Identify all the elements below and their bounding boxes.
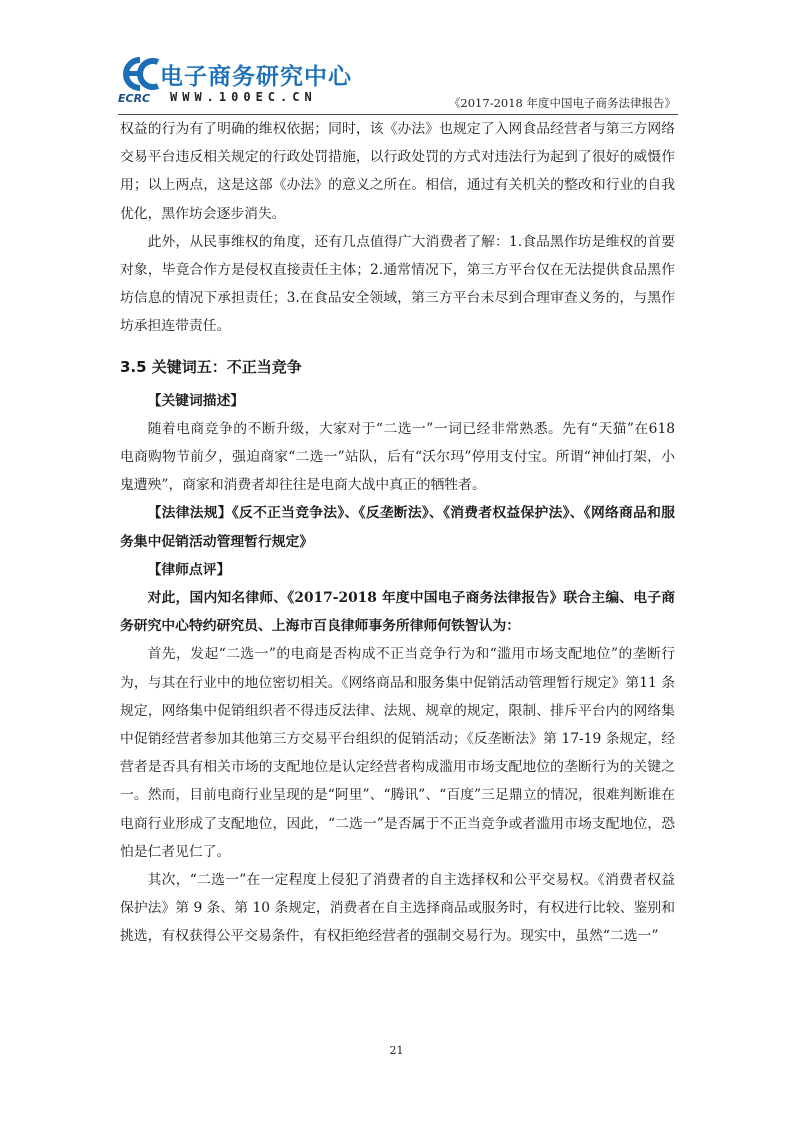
keyword-description-label: 【关键词描述】: [147, 392, 245, 409]
paragraph-continued: 权益的行为有了明确的维权依据；同时，该《办法》也规定了入网食品经营者与第三方网络交易平台违反相关规定的行政处罚措施，以行政处罚的方式对违法行为起到了很好的威慑作用；以上两点，这是这部《办法》的意义之所在。相信，通过有关机关的整改和行业的自我优化，黑作坊会逐步消失。: [120, 121, 675, 222]
logo-text: 电子商务研究中心: [160, 64, 352, 90]
logo-url: WWW.100EC.CN: [170, 90, 317, 104]
paragraph-second-point: 其次，“二选一”在一定程度上侵犯了消费者的自主选择权和公平交易权。《消费者权益保护法》第 9 条、第 10 条规定，消费者在自主选择商品或服务时，有权进行比较、鉴别和挑选，有权获得公平交易条件，有权拒绝经营者的强制交易行为。现实中，虽然“二选一”: [120, 872, 675, 945]
page-number: 21: [389, 1044, 404, 1057]
lawyer-comment-label: 【律师点评】: [147, 561, 231, 578]
report-title: 《2017-2018 年度中国电子商务法律报告》: [448, 96, 676, 110]
paragraph-keyword-description: 随着电商竞争的不断升级，大家对于“二选一”一词已经非常熟悉。先有“天猫”在618 电商购物节前夕，强迫商家“二选一”站队，后有“沃尔玛”停用支付宝。所谓“神仙打架，小鬼遭殃”，商家和消费者却往往是电商大战中真正的牺牲者。: [120, 420, 675, 494]
section-heading: 3.5 关键词五：不正当竞争: [120, 357, 302, 376]
ecrc-logo: [118, 52, 352, 108]
laws-regulations-label: 【法律法规】《反不正当竞争法》、《反垄断法》、《消费者权益保护法》、《网络商品和服务集中促销活动管理暂行规定》: [120, 505, 675, 550]
paragraph-civil-rights: 此外，从民事维权的角度，还有几点值得广大消费者了解：1.食品黑作坊是维权的首要对象，毕竟合作方是侵权直接责任主体；2.通常情况下，第三方平台仅在无法提供食品黑作坊信息的情况下承担责任；3.在食品安全领域，第三方平台未尽到合理审查义务的，与黑作坊承担连带责任。: [120, 233, 675, 335]
lawyer-intro: 对此，国内知名律师、《2017-2018 年度中国电子商务法律报告》联合主编、电子商务研究中心特约研究员、上海市百良律师事务所律师何铁智认为：: [120, 590, 675, 635]
ecrc-logo-mark-icon: [118, 56, 164, 92]
paragraph-first-point: 首先，发起“二选一”的电商是否构成不正当竞争行为和“滥用市场支配地位”的垄断行为，与其在行业中的地位密切相关。《网络商品和服务集中促销活动管理暂行规定》第11 条规定，网络集中促销组织者不得违反法律、法规、规章的规定，限制、排斥平台内的网络集中促销经营者参加其他第三方交易平台组织的促销活动；《反垄断法》第 17-19 条规定，经营者是否具有相关市场的支配地位是认定经营者构成滥用市场支配地位的垄断行为的关键之一。然而，目前电商行业呈现的是“阿里”、“腾讯”、“百度”三足鼎立的情况，很难判断谁在电商行业形成了支配地位，因此，“二选一”是否属于不正当竞争或者滥用市场支配地位，恐怕是仁者见仁了。: [120, 646, 675, 860]
logo-abbr: ECRC: [118, 92, 151, 105]
page-body: [120, 115, 675, 951]
page-header: [118, 52, 678, 114]
